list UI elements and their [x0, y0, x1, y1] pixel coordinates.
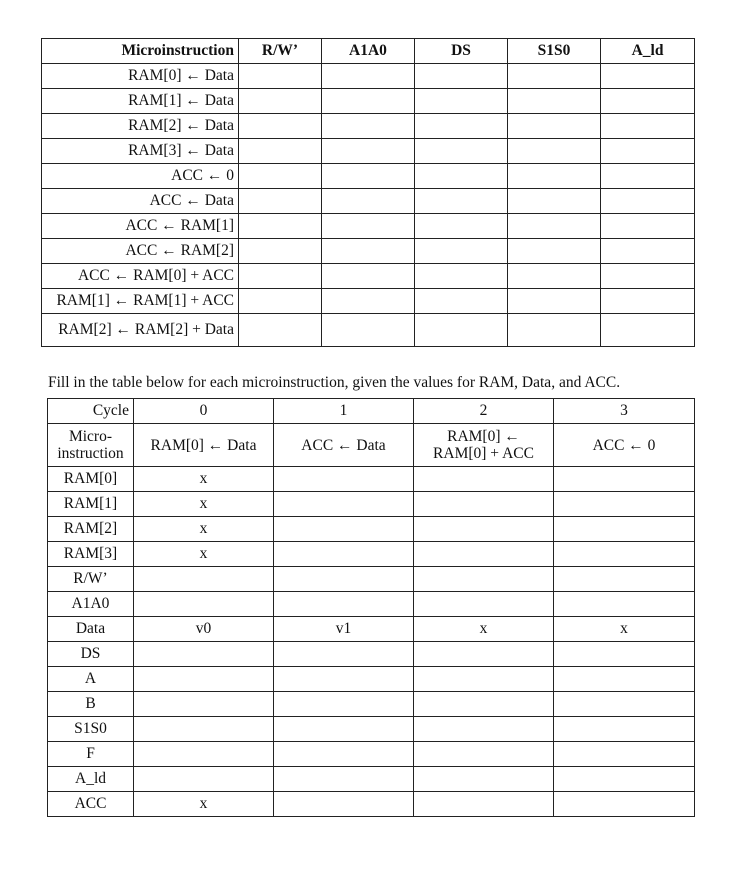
value-cell[interactable] — [414, 567, 554, 592]
microinstruction-control-table — [41, 38, 695, 347]
value-cell[interactable] — [414, 742, 554, 767]
header-ds: DS — [415, 39, 508, 64]
value-cell[interactable] — [274, 592, 414, 617]
value-cell[interactable] — [134, 767, 274, 792]
value-cell[interactable] — [274, 667, 414, 692]
entry-cell[interactable] — [601, 189, 695, 214]
entry-cell[interactable] — [601, 139, 695, 164]
value-cell[interactable] — [134, 642, 274, 667]
entry-cell[interactable] — [415, 314, 508, 347]
table-row — [48, 617, 695, 642]
table-row — [48, 642, 695, 667]
entry-cell[interactable] — [415, 164, 508, 189]
micro-label-line2: instruction — [57, 445, 124, 462]
value-cell[interactable] — [554, 492, 695, 517]
microinstruction-cell: RAM[2] ← RAM[2] + Data — [42, 314, 239, 347]
table-row — [42, 164, 695, 189]
table-row — [42, 264, 695, 289]
table-row — [42, 189, 695, 214]
value-cell[interactable] — [554, 567, 695, 592]
cycle-trace-table — [47, 398, 695, 817]
entry-cell[interactable] — [508, 214, 601, 239]
signal-label: B — [48, 692, 134, 717]
value-cell[interactable] — [414, 792, 554, 817]
value-cell[interactable]: x — [134, 792, 274, 817]
entry-cell[interactable] — [322, 289, 415, 314]
entry-cell[interactable] — [601, 264, 695, 289]
signal-label: F — [48, 742, 134, 767]
value-cell[interactable] — [274, 467, 414, 492]
entry-cell[interactable] — [322, 189, 415, 214]
entry-cell[interactable] — [601, 239, 695, 264]
entry-cell[interactable] — [322, 89, 415, 114]
entry-cell[interactable] — [601, 89, 695, 114]
value-cell[interactable] — [134, 667, 274, 692]
micro-cycle-1: ACC ← Data — [274, 424, 414, 467]
entry-cell[interactable] — [601, 164, 695, 189]
entry-cell[interactable] — [239, 64, 322, 89]
value-cell[interactable]: x — [134, 542, 274, 567]
entry-cell[interactable] — [508, 289, 601, 314]
value-cell[interactable]: x — [414, 617, 554, 642]
entry-cell[interactable] — [601, 214, 695, 239]
entry-cell[interactable] — [508, 114, 601, 139]
microinstruction-row — [48, 424, 695, 467]
value-cell[interactable]: x — [134, 517, 274, 542]
microinstruction-cell: RAM[3] ← Data — [42, 139, 239, 164]
entry-cell[interactable] — [239, 214, 322, 239]
value-cell[interactable] — [274, 492, 414, 517]
entry-cell[interactable] — [239, 264, 322, 289]
table-row — [42, 314, 695, 347]
instructions-caption: Fill in the table below for each microinstruction, given the values for RAM, Data, and ACC. — [48, 374, 621, 391]
cycle-0: 0 — [134, 399, 274, 424]
microinstruction-cell: RAM[0] ← Data — [42, 64, 239, 89]
table-row — [48, 542, 695, 567]
value-cell[interactable] — [414, 542, 554, 567]
entry-cell[interactable] — [415, 114, 508, 139]
entry-cell[interactable] — [239, 239, 322, 264]
signal-label: S1S0 — [48, 717, 134, 742]
value-cell[interactable] — [274, 742, 414, 767]
entry-cell[interactable] — [601, 314, 695, 347]
entry-cell[interactable] — [508, 89, 601, 114]
value-cell[interactable] — [414, 492, 554, 517]
entry-cell[interactable] — [415, 89, 508, 114]
value-cell[interactable] — [274, 517, 414, 542]
cycle-2: 2 — [414, 399, 554, 424]
entry-cell[interactable] — [322, 164, 415, 189]
signal-label: ACC — [48, 792, 134, 817]
value-cell[interactable] — [414, 642, 554, 667]
entry-cell[interactable] — [508, 314, 601, 347]
header-a-ld: A_ld — [601, 39, 695, 64]
signal-label: A — [48, 667, 134, 692]
table-row — [48, 667, 695, 692]
entry-cell[interactable] — [508, 239, 601, 264]
value-cell[interactable] — [554, 467, 695, 492]
table-row — [48, 742, 695, 767]
microinstruction-cell: RAM[1] ← RAM[1] + ACC — [42, 289, 239, 314]
entry-cell[interactable] — [322, 114, 415, 139]
value-cell[interactable] — [134, 567, 274, 592]
value-cell[interactable] — [134, 717, 274, 742]
entry-cell[interactable] — [601, 64, 695, 89]
entry-cell[interactable] — [239, 289, 322, 314]
value-cell[interactable] — [414, 517, 554, 542]
value-cell[interactable] — [554, 642, 695, 667]
entry-cell[interactable] — [415, 189, 508, 214]
signal-label: A_ld — [48, 767, 134, 792]
value-cell[interactable] — [274, 792, 414, 817]
value-cell[interactable]: v1 — [274, 617, 414, 642]
entry-cell[interactable] — [322, 214, 415, 239]
micro-cycle-0: RAM[0] ← Data — [134, 424, 274, 467]
entry-cell[interactable] — [415, 239, 508, 264]
signal-label: RAM[1] — [48, 492, 134, 517]
entry-cell[interactable] — [239, 189, 322, 214]
value-cell[interactable]: x — [134, 492, 274, 517]
value-cell[interactable] — [134, 692, 274, 717]
table-row — [48, 592, 695, 617]
microinstruction-cell: ACC ← RAM[0] + ACC — [42, 264, 239, 289]
value-cell[interactable] — [554, 692, 695, 717]
table-row — [48, 792, 695, 817]
micro-cycle-3: ACC ← 0 — [554, 424, 695, 467]
value-cell[interactable] — [414, 767, 554, 792]
table-row — [42, 89, 695, 114]
value-cell[interactable] — [554, 592, 695, 617]
entry-cell[interactable] — [508, 264, 601, 289]
entry-cell[interactable] — [322, 239, 415, 264]
table-row — [42, 239, 695, 264]
table-row — [48, 767, 695, 792]
microinstruction-cell: ACC ← 0 — [42, 164, 239, 189]
cycle-3: 3 — [554, 399, 695, 424]
header-rw: R/W’ — [239, 39, 322, 64]
table-header-row — [42, 39, 695, 64]
cycle-1: 1 — [274, 399, 414, 424]
value-cell[interactable] — [554, 717, 695, 742]
entry-cell[interactable] — [415, 264, 508, 289]
entry-cell[interactable] — [322, 264, 415, 289]
entry-cell[interactable] — [415, 214, 508, 239]
table-row — [48, 517, 695, 542]
value-cell[interactable] — [554, 517, 695, 542]
micro-label-line1: Micro- — [68, 428, 113, 445]
value-cell[interactable] — [274, 692, 414, 717]
table-row — [48, 567, 695, 592]
header-a1a0: A1A0 — [322, 39, 415, 64]
table-row — [42, 64, 695, 89]
value-cell[interactable]: v0 — [134, 617, 274, 642]
value-cell[interactable] — [554, 542, 695, 567]
cycle-label: Cycle — [48, 399, 134, 424]
entry-cell[interactable] — [322, 139, 415, 164]
microinstruction-cell: RAM[2] ← Data — [42, 114, 239, 139]
value-cell[interactable] — [274, 717, 414, 742]
signal-label: A1A0 — [48, 592, 134, 617]
signal-label: RAM[2] — [48, 517, 134, 542]
value-cell[interactable] — [274, 767, 414, 792]
entry-cell[interactable] — [601, 289, 695, 314]
value-cell[interactable] — [274, 567, 414, 592]
entry-cell[interactable] — [322, 64, 415, 89]
micro-cycle-2: RAM[0] ← RAM[0] + ACC — [414, 424, 554, 467]
microinstruction-cell: RAM[1] ← Data — [42, 89, 239, 114]
signal-label: R/W’ — [48, 567, 134, 592]
header-s1s0: S1S0 — [508, 39, 601, 64]
table-row — [48, 492, 695, 517]
signal-label: DS — [48, 642, 134, 667]
microinstruction-cell: ACC ← Data — [42, 189, 239, 214]
header-microinstruction: Microinstruction — [42, 39, 239, 64]
table-row — [48, 717, 695, 742]
value-cell[interactable] — [554, 667, 695, 692]
microinstruction-rows — [42, 64, 695, 347]
entry-cell[interactable] — [239, 114, 322, 139]
table-row — [42, 214, 695, 239]
entry-cell[interactable] — [508, 64, 601, 89]
cycle-row — [48, 399, 695, 424]
table-row — [42, 139, 695, 164]
table-row — [48, 467, 695, 492]
entry-cell[interactable] — [322, 314, 415, 347]
signal-label: Data — [48, 617, 134, 642]
value-cell[interactable] — [554, 767, 695, 792]
entry-cell[interactable] — [239, 139, 322, 164]
table-row — [42, 114, 695, 139]
value-cell[interactable] — [414, 667, 554, 692]
table-row — [48, 692, 695, 717]
entry-cell[interactable] — [415, 64, 508, 89]
value-cell[interactable] — [134, 592, 274, 617]
signal-label: RAM[0] — [48, 467, 134, 492]
value-cell[interactable]: x — [134, 467, 274, 492]
value-cell[interactable] — [414, 467, 554, 492]
entry-cell[interactable] — [508, 164, 601, 189]
value-cell[interactable] — [414, 717, 554, 742]
value-cell[interactable]: x — [554, 617, 695, 642]
value-cell[interactable] — [554, 792, 695, 817]
micro-label — [48, 424, 134, 467]
table-row — [42, 289, 695, 314]
value-cell[interactable] — [554, 742, 695, 767]
entry-cell[interactable] — [508, 139, 601, 164]
entry-cell[interactable] — [415, 139, 508, 164]
entry-cell[interactable] — [239, 89, 322, 114]
signal-label: RAM[3] — [48, 542, 134, 567]
value-cell[interactable] — [414, 592, 554, 617]
value-cell[interactable] — [274, 542, 414, 567]
entry-cell[interactable] — [239, 314, 322, 347]
microinstruction-cell: ACC ← RAM[2] — [42, 239, 239, 264]
entry-cell[interactable] — [415, 289, 508, 314]
value-cell[interactable] — [274, 642, 414, 667]
value-cell[interactable] — [414, 692, 554, 717]
entry-cell[interactable] — [508, 189, 601, 214]
microinstruction-cell: ACC ← RAM[1] — [42, 214, 239, 239]
value-cell[interactable] — [134, 742, 274, 767]
entry-cell[interactable] — [239, 164, 322, 189]
entry-cell[interactable] — [601, 114, 695, 139]
